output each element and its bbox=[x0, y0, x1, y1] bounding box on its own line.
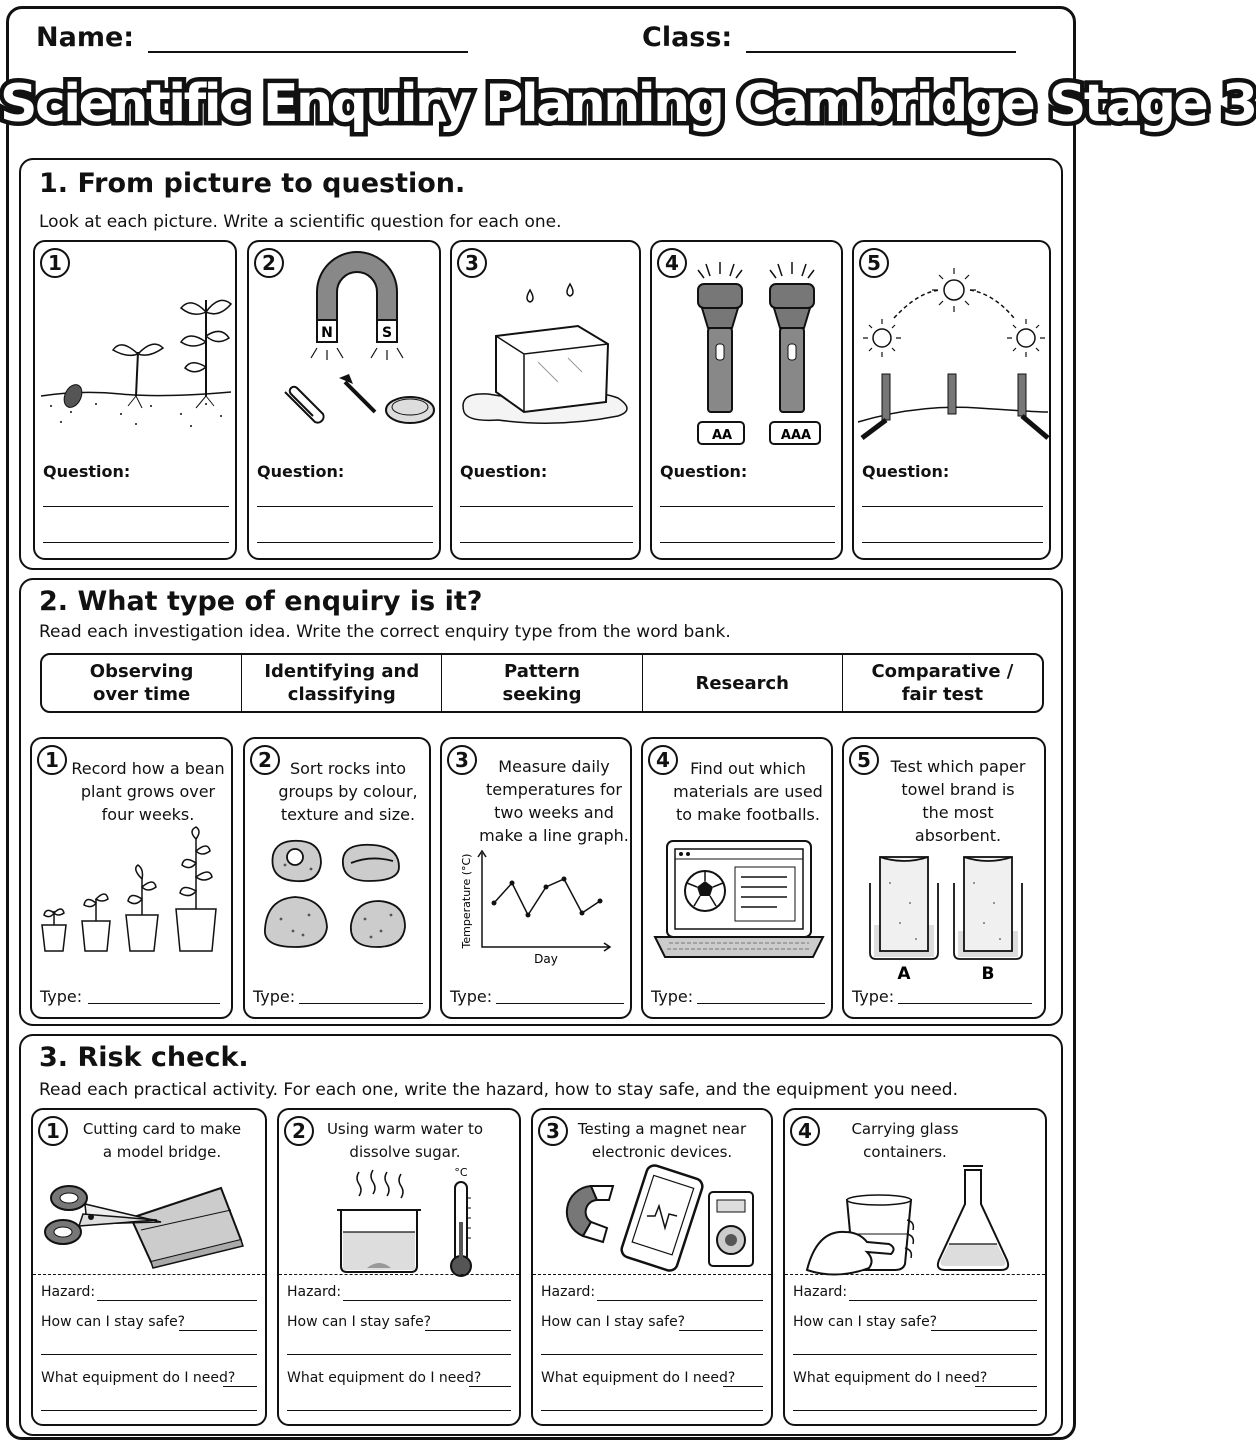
answer-line[interactable] bbox=[660, 506, 835, 507]
class-line[interactable] bbox=[746, 25, 1016, 53]
enquiry-card-2: 2 Sort rocks into groups by colour, texture and size. Type: bbox=[243, 737, 431, 1019]
safe-label: How can I stay safe? bbox=[793, 1314, 938, 1330]
melting-ice-icon bbox=[458, 262, 638, 462]
card-number: 5 bbox=[859, 248, 889, 278]
safe-line-2[interactable] bbox=[287, 1354, 511, 1355]
equipment-line[interactable] bbox=[223, 1386, 257, 1387]
graph-y-label: Temperature (°C) bbox=[460, 853, 473, 949]
section-picture-to-question bbox=[19, 158, 1063, 570]
name-line[interactable] bbox=[148, 25, 468, 53]
hazard-label: Hazard: bbox=[287, 1284, 342, 1300]
hazard-line[interactable] bbox=[97, 1300, 257, 1301]
magnet-objects-icon bbox=[255, 252, 435, 452]
paper-towel-test-icon bbox=[850, 853, 1040, 983]
card-number: 1 bbox=[37, 745, 67, 775]
type-answer-line[interactable] bbox=[697, 1003, 825, 1004]
rocks-icon bbox=[255, 835, 425, 965]
equipment-label: What equipment do I need? bbox=[287, 1370, 482, 1386]
safe-label: How can I stay safe? bbox=[541, 1314, 686, 1330]
section2-title: 2. What type of enquiry is it? bbox=[39, 586, 483, 617]
name-field[interactable]: Name: bbox=[36, 22, 468, 53]
answer-line[interactable] bbox=[257, 542, 433, 543]
risk-card-2: 2 Using warm water to dissolve sugar. °C Hazard: How can I stay safe? What equipment do I need? bbox=[277, 1108, 521, 1426]
card-number: 2 bbox=[254, 248, 284, 278]
word-bank-comparative: Comparative / fair test bbox=[871, 661, 1014, 705]
answer-line[interactable] bbox=[660, 542, 835, 543]
card-number: 2 bbox=[250, 745, 280, 775]
battery-aaa-label: AAA bbox=[780, 428, 812, 443]
risk-card-4: 4 Carrying glass containers. Hazard: How can I stay safe? What equipment do I need? bbox=[783, 1108, 1047, 1426]
answer-line[interactable] bbox=[43, 542, 229, 543]
safe-label: How can I stay safe? bbox=[41, 1314, 186, 1330]
risk-card-3: 3 Testing a magnet near electronic devices. Hazard: How can I stay safe? What equipment do I need? bbox=[531, 1108, 773, 1426]
equipment-line[interactable] bbox=[975, 1386, 1037, 1387]
equipment-line[interactable] bbox=[469, 1386, 511, 1387]
question-label: Question: bbox=[862, 462, 950, 481]
safe-line[interactable] bbox=[679, 1330, 763, 1331]
picture-card-4 bbox=[650, 240, 843, 560]
beaker-thermometer-icon bbox=[291, 1162, 511, 1282]
picture-card-3 bbox=[450, 240, 641, 560]
class-field[interactable]: Class: bbox=[642, 22, 1016, 53]
safe-line[interactable] bbox=[179, 1330, 257, 1331]
section3-title: 3. Risk check. bbox=[39, 1042, 249, 1073]
equipment-label: What equipment do I need? bbox=[41, 1370, 236, 1386]
sun-shadow-icon bbox=[858, 262, 1048, 462]
battery-aa-label: AA bbox=[711, 428, 733, 443]
section1-title: 1. From picture to question. bbox=[39, 168, 466, 199]
safe-line[interactable] bbox=[931, 1330, 1037, 1331]
type-label: Type: bbox=[253, 987, 296, 1006]
card-number: 3 bbox=[538, 1116, 568, 1146]
magnet-north-label: N bbox=[321, 325, 333, 341]
card-number: 5 bbox=[849, 745, 879, 775]
card-number: 4 bbox=[648, 745, 678, 775]
temperature-line-graph-icon bbox=[450, 849, 626, 979]
hazard-line[interactable] bbox=[597, 1300, 763, 1301]
equipment-line-2[interactable] bbox=[541, 1410, 763, 1411]
card-number: 4 bbox=[790, 1116, 820, 1146]
hazard-label: Hazard: bbox=[793, 1284, 848, 1300]
section1-instructions: Look at each picture. Write a scientific question for each one. bbox=[39, 212, 562, 232]
picture-card-5 bbox=[852, 240, 1051, 560]
safe-line-2[interactable] bbox=[793, 1354, 1037, 1355]
word-bank-research: Research bbox=[643, 655, 843, 711]
card-number: 2 bbox=[284, 1116, 314, 1146]
equipment-label: What equipment do I need? bbox=[793, 1370, 988, 1386]
equipment-line-2[interactable] bbox=[41, 1410, 257, 1411]
type-label: Type: bbox=[651, 987, 694, 1006]
type-label: Type: bbox=[852, 987, 895, 1006]
safe-line-2[interactable] bbox=[41, 1354, 257, 1355]
question-label: Question: bbox=[460, 462, 548, 481]
type-answer-line[interactable] bbox=[299, 1003, 423, 1004]
magnet-south-label: S bbox=[381, 325, 393, 341]
question-label: Question: bbox=[43, 462, 131, 481]
type-answer-line[interactable] bbox=[88, 1003, 220, 1004]
beaker-a-label: A bbox=[897, 964, 911, 984]
word-bank-identifying: Identifying and classifying bbox=[242, 655, 442, 711]
word-bank-pattern: Pattern seeking bbox=[442, 655, 642, 711]
answer-line[interactable] bbox=[257, 506, 433, 507]
answer-line[interactable] bbox=[862, 542, 1043, 543]
glass-containers-icon bbox=[797, 1160, 1037, 1280]
hazard-line[interactable] bbox=[849, 1300, 1037, 1301]
card-number: 1 bbox=[38, 1116, 68, 1146]
answer-line[interactable] bbox=[862, 506, 1043, 507]
section2-instructions: Read each investigation idea. Write the correct enquiry type from the word bank. bbox=[39, 622, 731, 642]
hazard-label: Hazard: bbox=[41, 1284, 96, 1300]
risk-card-1: 1 Cutting card to make a model bridge. Hazard: How can I stay safe? What equipment do I need? bbox=[31, 1108, 267, 1426]
section-risk-check bbox=[19, 1034, 1063, 1436]
word-bank bbox=[40, 653, 1044, 713]
type-label: Type: bbox=[450, 987, 493, 1006]
type-answer-line[interactable] bbox=[898, 1003, 1032, 1004]
enquiry-card-3: 3 Measure daily temperatures for two weeks and make a line graph. Temperature (°C) Day Type: bbox=[440, 737, 632, 1019]
picture-card-1 bbox=[33, 240, 237, 560]
beaker-b-label: B bbox=[981, 964, 995, 984]
thermometer-unit: °C bbox=[454, 1166, 468, 1179]
enquiry-card-5: 5 Test which paper towel brand is the most absorbent. A B Type: bbox=[842, 737, 1046, 1019]
card-number: 3 bbox=[447, 745, 477, 775]
torches-icon bbox=[658, 258, 838, 468]
card-number: 3 bbox=[457, 248, 487, 278]
magnet-electronics-icon bbox=[543, 1162, 767, 1282]
picture-card-2 bbox=[247, 240, 441, 560]
safe-line-2[interactable] bbox=[541, 1354, 763, 1355]
page-title: Scientific Enquiry Planning Cambridge Stage 3 bbox=[0, 74, 1256, 134]
hazard-line[interactable] bbox=[343, 1300, 511, 1301]
card-number: 1 bbox=[40, 248, 70, 278]
growing-plants-icon bbox=[41, 272, 231, 472]
hazard-label: Hazard: bbox=[541, 1284, 596, 1300]
equipment-line[interactable] bbox=[723, 1386, 763, 1387]
enquiry-card-4: 4 Find out which materials are used to make footballs. Type: bbox=[641, 737, 833, 1019]
question-label: Question: bbox=[257, 462, 345, 481]
scissors-card-icon bbox=[41, 1170, 261, 1280]
graph-x-label: Day bbox=[534, 952, 558, 966]
safe-label: How can I stay safe? bbox=[287, 1314, 432, 1330]
section-enquiry-type bbox=[19, 578, 1063, 1026]
equipment-line-2[interactable] bbox=[793, 1410, 1037, 1411]
answer-line[interactable] bbox=[43, 506, 229, 507]
answer-line[interactable] bbox=[460, 506, 633, 507]
type-answer-line[interactable] bbox=[496, 1003, 624, 1004]
card-number: 4 bbox=[657, 248, 687, 278]
equipment-line-2[interactable] bbox=[287, 1410, 511, 1411]
question-label: Question: bbox=[660, 462, 748, 481]
type-label: Type: bbox=[40, 987, 83, 1006]
equipment-label: What equipment do I need? bbox=[541, 1370, 736, 1386]
safe-line[interactable] bbox=[425, 1330, 511, 1331]
word-bank-observing: Observing over time bbox=[42, 655, 242, 711]
answer-line[interactable] bbox=[460, 542, 633, 543]
laptop-research-icon bbox=[649, 835, 829, 965]
enquiry-card-1: 1 Record how a bean plant grows over four weeks. Type: bbox=[30, 737, 233, 1019]
section3-instructions: Read each practical activity. For each one, write the hazard, how to stay safe, and the equipment you need. bbox=[39, 1080, 958, 1100]
bean-plant-pots-icon bbox=[38, 829, 228, 959]
